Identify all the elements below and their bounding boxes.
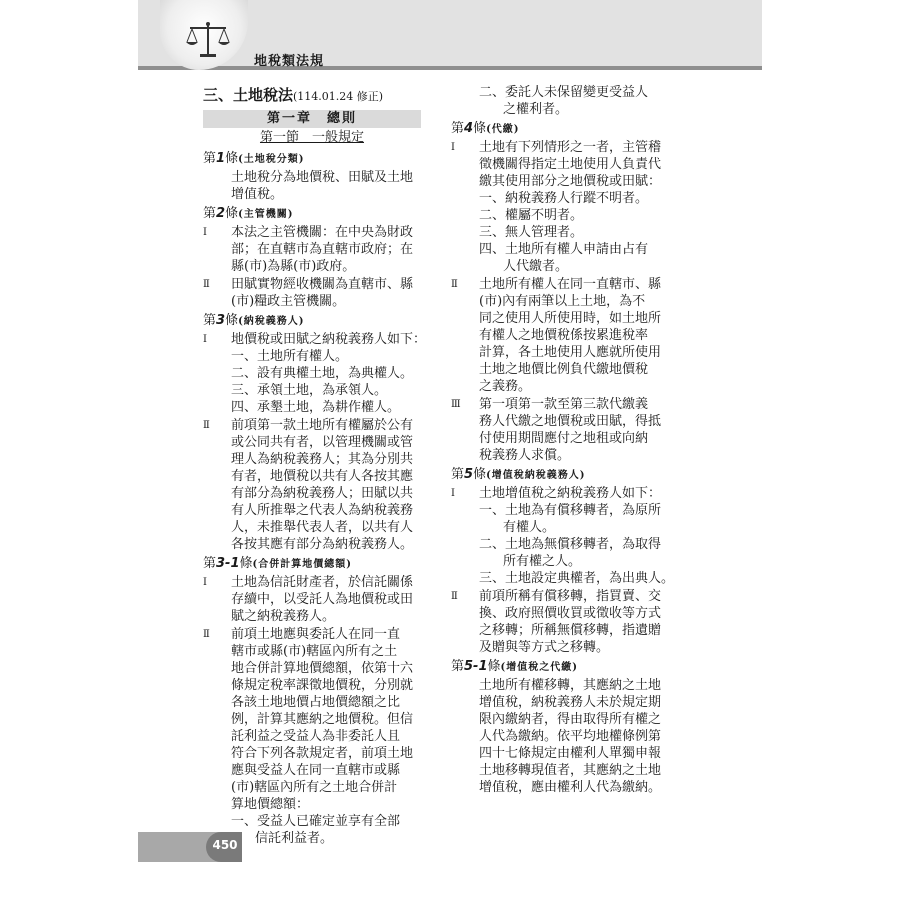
text-line: 徵機關得指定土地使用人負責代: [479, 157, 662, 172]
text-line: 限內繳納者，得由取得所有權之: [479, 712, 662, 727]
article-heading: [451, 658, 669, 677]
law-title: [203, 84, 421, 108]
text-line: 稅義務人求償。: [479, 448, 571, 463]
article-suffix: 條: [225, 313, 239, 328]
text-line: 前項土地應與委託人在同一直: [231, 627, 401, 642]
article-suffix: 條: [487, 659, 501, 674]
paragraph: [203, 276, 421, 310]
paragraph: [203, 626, 421, 847]
article-heading: [203, 205, 421, 224]
article-note: (土地稅分類): [238, 154, 305, 165]
text-line: 各該土地地價占地價總額之比: [231, 695, 401, 710]
text-line: 應與受益人在同一直轄市或縣: [231, 763, 401, 778]
text-line: 有部分為納稅義務人；田賦以共: [231, 486, 414, 501]
paragraph: [203, 417, 421, 553]
article-prefix: 第: [203, 313, 217, 328]
article-heading: [203, 312, 421, 331]
paragraph-mark: Ⅱ: [203, 629, 210, 640]
text-line: 土地增值稅之納稅義務人如下：: [479, 486, 662, 501]
text-line: 或公同共有者，以管理機關或管: [231, 435, 414, 450]
paragraph: [451, 485, 675, 587]
running-header-title: 地稅類法規: [254, 54, 325, 69]
paragraph: [451, 276, 669, 395]
section-heading: 第一節 一般規定: [259, 130, 364, 145]
article-suffix: 條: [225, 151, 239, 166]
paragraph-mark: Ⅰ: [203, 227, 207, 238]
paragraph: [451, 139, 669, 275]
list-item: 二、設有典權土地，為典權人。: [231, 366, 414, 381]
page-number: 450: [212, 838, 238, 852]
text-line: 符合下列各款規定者，前項土地: [231, 746, 414, 761]
text-line: 部；在直轄市為直轄市政府；在: [231, 242, 414, 257]
paragraph: [451, 588, 669, 656]
article-heading: [203, 150, 421, 169]
law-name: 三、土地稅法: [203, 86, 294, 104]
right-column: [451, 84, 675, 797]
article-heading: [451, 120, 669, 139]
paragraph-mark: Ⅱ: [203, 420, 210, 431]
text-line: 託利益之受益人為非委託人且: [231, 729, 401, 744]
list-item: 一、土地為有償移轉者，為原所: [479, 503, 662, 518]
article-suffix: 條: [473, 121, 487, 136]
text-line: 務人代繳之地價稅或田賦，得抵: [479, 414, 662, 429]
list-item: 三、土地設定典權者，為出典人。: [479, 571, 675, 586]
paragraph-mark: Ⅱ: [451, 279, 458, 290]
paragraph: [451, 396, 669, 464]
text-line: 轄市或縣(市)轄區內所有之土: [231, 644, 398, 659]
text-line: 前項所稱有償移轉，指買賣、交: [479, 589, 662, 604]
text-line: 理人為納稅義務人；其為分別共: [231, 452, 414, 467]
text-line: 土地為信託財產者，於信託關係: [231, 575, 414, 590]
article-prefix: 第: [203, 151, 217, 166]
article-number: 3: [216, 313, 226, 328]
paragraph-mark: Ⅰ: [203, 334, 207, 345]
list-item: 四、承墾土地，為耕作權人。: [231, 400, 401, 415]
article-heading: [203, 555, 421, 574]
text-line: 土地移轉現值者，其應納之土地: [479, 763, 662, 778]
text-line: 田賦實物經收機關為直轄市、縣: [231, 277, 414, 292]
text-line: (市)內有兩筆以上土地，為不: [479, 294, 646, 309]
article-prefix: 第: [451, 467, 465, 482]
text-line: 換、政府照價收買或徵收等方式: [479, 606, 662, 621]
paragraph-mark: Ⅰ: [451, 488, 455, 499]
article-body: [203, 169, 421, 203]
article-body: [451, 677, 669, 796]
text-line: 賦之納稅義務人。: [231, 609, 336, 624]
article-number: 5-1: [464, 659, 488, 674]
text-line: 繳其使用部分之地價稅或田賦：: [479, 174, 662, 189]
list-item: 三、無人管理者。: [479, 225, 584, 240]
text-line: 第一項第一款至第三款代繳義: [479, 397, 649, 412]
text-line: 付使用期間應付之地租或向納: [479, 431, 649, 446]
article-suffix: 條: [239, 556, 253, 571]
text-line: (市)轄區內所有之土地合併計: [231, 780, 398, 795]
article-suffix: 條: [225, 206, 239, 221]
article-number: 2: [216, 206, 226, 221]
chapter-heading: 第一章 總則: [203, 110, 421, 128]
text-line: 有權人之地價稅係按累進稅率: [479, 328, 649, 343]
list-item-continuation: 所有權之人。: [503, 554, 582, 569]
law-amendment-date: (114.01.24 修正): [293, 90, 384, 103]
list-item: 二、土地為無償移轉者，為取得: [479, 537, 662, 552]
list-item: 一、納稅義務人行蹤不明者。: [479, 191, 649, 206]
text-line: 各按其應有部分為納稅義務人。: [231, 537, 414, 552]
article-note: (增值稅納稅義務人): [486, 470, 586, 481]
article-note: (納稅義務人): [238, 316, 305, 327]
text-line: 存續中，以受託人為地價稅或田: [231, 592, 414, 607]
article-number: 3-1: [216, 556, 240, 571]
article-heading: [451, 466, 669, 485]
article-prefix: 第: [451, 121, 465, 136]
text-line: 算地價總額：: [231, 797, 310, 812]
text-line: 之移轉；所稱無償移轉，指遺贈: [479, 623, 662, 638]
text-line: 有者，地價稅以共有人各按其應: [231, 469, 414, 484]
article-number: 1: [216, 151, 226, 166]
text-line: 有人所推舉之代表人為納稅義務: [231, 503, 414, 518]
list-item-continuation: 有權人。: [503, 520, 556, 535]
text-line: 土地稅分為地價稅、田賦及土地: [231, 170, 414, 185]
text-line: 增值稅，應由權利人代為繳納。: [479, 780, 662, 795]
article-number: 4: [464, 121, 474, 136]
article-number: 5: [464, 467, 474, 482]
list-item: 三、承領土地，為承領人。: [231, 383, 388, 398]
left-column: [203, 84, 427, 848]
paragraph-mark: Ⅱ: [203, 279, 210, 290]
text-line: 人代為繳納。依平均地權條例第: [479, 729, 662, 744]
paragraph-mark: Ⅰ: [203, 577, 207, 588]
list-item-continuation: 人代繳者。: [503, 259, 569, 274]
list-item: 一、土地所有權人。: [231, 349, 349, 364]
article-suffix: 條: [473, 467, 487, 482]
text-line: 地合併計算地價總額，依第十六: [231, 661, 414, 676]
list-item: 二、委託人未保留變更受益人: [479, 85, 649, 100]
text-line: (市)糧政主管機關。: [231, 294, 346, 309]
continued-list-item: [451, 84, 669, 118]
text-line: 及贈與等方式之移轉。: [479, 640, 610, 655]
list-item-continuation: 信託利益者。: [255, 831, 334, 846]
article-prefix: 第: [451, 659, 465, 674]
article-prefix: 第: [203, 206, 217, 221]
paragraph-mark: Ⅰ: [451, 142, 455, 153]
scales-of-justice-icon: [184, 20, 232, 60]
list-item: 四、土地所有權人申請由占有: [479, 242, 649, 257]
list-item-continuation: 之權利者。: [503, 102, 569, 117]
article-note: (合併計算地價總額): [252, 559, 352, 570]
article-note: (主管機關): [238, 209, 294, 220]
article-prefix: 第: [203, 556, 217, 571]
text-line: 縣(市)為縣(市)政府。: [231, 259, 356, 274]
text-line: 土地有下列情形之一者，主管稽: [479, 140, 662, 155]
article-note: (增值稅之代繳): [500, 662, 578, 673]
text-line: 前項第一款土地所有權屬於公有: [231, 418, 414, 433]
text-line: 土地所有權移轉，其應納之土地: [479, 678, 662, 693]
text-line: 之義務。: [479, 379, 532, 394]
text-line: 土地所有權人在同一直轄市、縣: [479, 277, 662, 292]
text-line: 本法之主管機關：在中央為財政: [231, 225, 414, 240]
text-line: 條規定稅率課徵地價稅，分別就: [231, 678, 414, 693]
text-line: 人，未推舉代表人者，以共有人: [231, 520, 414, 535]
article-note: (代繳): [486, 124, 520, 135]
paragraph: [203, 331, 427, 416]
text-line: 四十七條規定由權利人單獨申報: [479, 746, 662, 761]
paragraph: [203, 574, 421, 625]
paragraph: [203, 224, 421, 275]
text-line: 計算，各土地使用人應就所使用: [479, 345, 662, 360]
list-item: 一、受益人已確定並享有全部: [231, 814, 401, 829]
text-line: 例，計算其應納之地價稅。但信: [231, 712, 414, 727]
text-line: 增值稅。: [231, 187, 284, 202]
header-band-edge: [138, 66, 762, 70]
text-line: 增值稅，納稅義務人未於規定期: [479, 695, 662, 710]
paragraph-mark: Ⅲ: [451, 399, 461, 410]
list-item: 二、權屬不明者。: [479, 208, 584, 223]
paragraph-mark: Ⅱ: [451, 591, 458, 602]
text-line: 土地之地價比例負代繳地價稅: [479, 362, 649, 377]
text-line: 同之使用人所使用時，如土地所: [479, 311, 662, 326]
text-line: 地價稅或田賦之納稅義務人如下：: [231, 332, 427, 347]
